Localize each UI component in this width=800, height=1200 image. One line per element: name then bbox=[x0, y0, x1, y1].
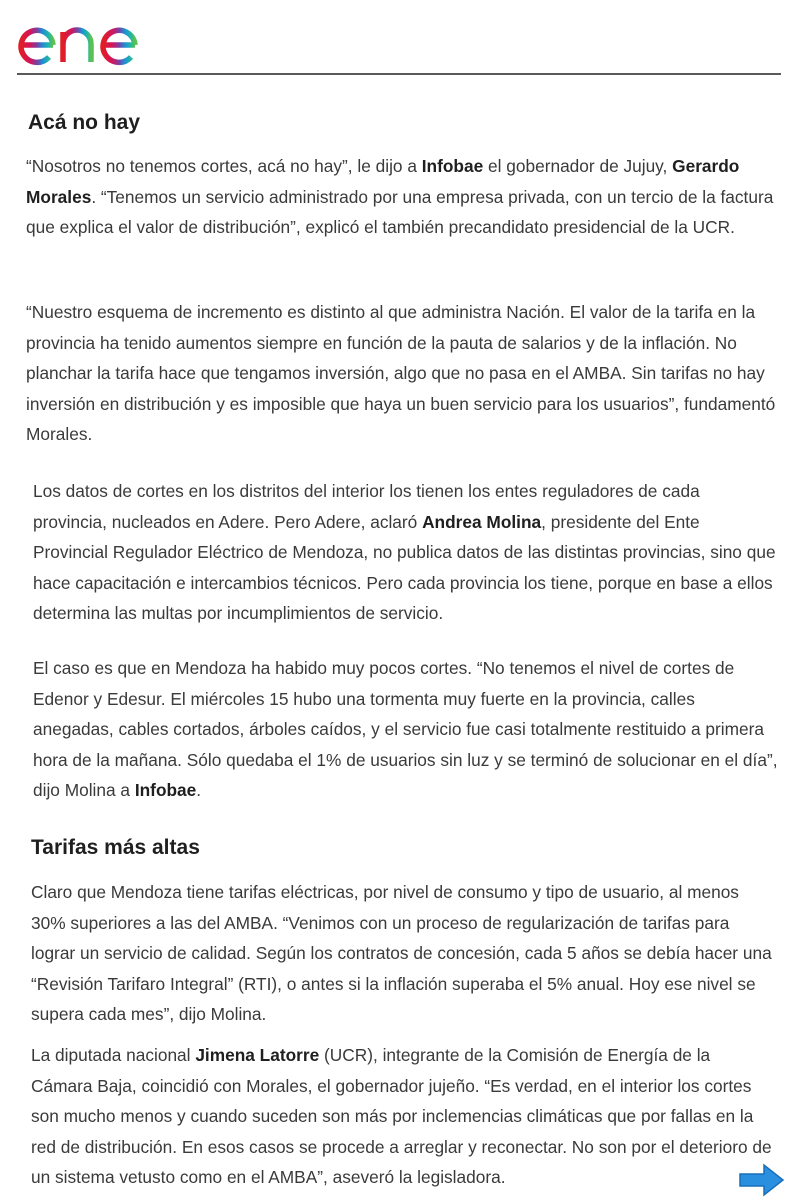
section-heading-aca-no-hay: Acá no hay bbox=[28, 111, 141, 134]
paragraph: El caso es que en Mendoza ha habido muy pocos cortes. “No tenemos el nivel de cortes de Edenor y Edesur. El miércoles 15 hubo una tormenta muy fuerte en la provincia, calles anegadas, cables cortados, árboles caídos, y el servicio fue casi totalmente restituido a primera hora de la mañana. Sólo quedaba el 1% de usuarios sin luz y se terminó de solucionar en el día”, dijo Molina a Infobae. bbox=[33, 658, 778, 801]
section-heading-tarifas-mas-altas: Tarifas más altas bbox=[31, 836, 200, 859]
right-arrow-icon[interactable] bbox=[736, 1162, 786, 1198]
paragraph: Los datos de cortes en los distritos del interior los tienen los entes reguladores de cada provincia, nucleados en Adere. Pero Adere, aclaró Andrea Molina, presidente del Ente Provincial Regulador Eléctrico de Mendoza, no publica datos de las distintas provincias, sino que hace capacitación e intercambios técnicos. Pero cada provincia los tiene, porque en base a ellos determina las multas por incumplimientos de servicio. bbox=[33, 481, 776, 624]
enel-logo[interactable] bbox=[17, 4, 182, 66]
page-header bbox=[0, 0, 800, 76]
paragraph: Claro que Mendoza tiene tarifas eléctricas, por nivel de consumo y tipo de usuario, al menos 30% superiores a las del AMBA. “Venimos con un proceso de regularización de tarifas para lograr un servicio de calidad. Según los contratos de concesión, cada 5 años se debía hacer una “Revisión Tarifaro Integral” (RTI), o antes si la inflación superaba el 5% anual. Hoy ese nivel se supera cada mes”, dijo Molina. bbox=[31, 882, 772, 1025]
paragraph: “Nosotros no tenemos cortes, acá no hay”, le dijo a Infobae el gobernador de Jujuy, Gerardo Morales. “Tenemos un servicio administrado por una empresa privada, con un tercio de la factura que explica el valor de distribución”, explicó el también precandidato presidencial de la UCR. bbox=[26, 156, 774, 238]
paragraph: La diputada nacional Jimena Latorre (UCR), integrante de la Comisión de Energía de la Cámara Baja, coincidió con Morales, el gobernador jujeño. “Es verdad, en el interior los cortes son mucho menos y cuando suceden son más por inclemencias climáticas que por fallas en la red de distribución. En esos casos se procede a arreglar y reconectar. No son por el deterioro de un sistema vetusto como en el AMBA”, aseveró la legisladora. bbox=[31, 1045, 772, 1188]
header-divider bbox=[17, 73, 781, 75]
paragraph: “Nuestro esquema de incremento es distinto al que administra Nación. El valor de la tarifa en la provincia ha tenido aumentos siempre en función de la pauta de salarios y de la inflación. No planchar la tarifa hace que tengamos inversión, algo que no pasa en el AMBA. Sin tarifas no hay inversión en distribución y es imposible que haya un buen servicio para los usuarios”, fundamentó Morales. bbox=[26, 302, 776, 445]
